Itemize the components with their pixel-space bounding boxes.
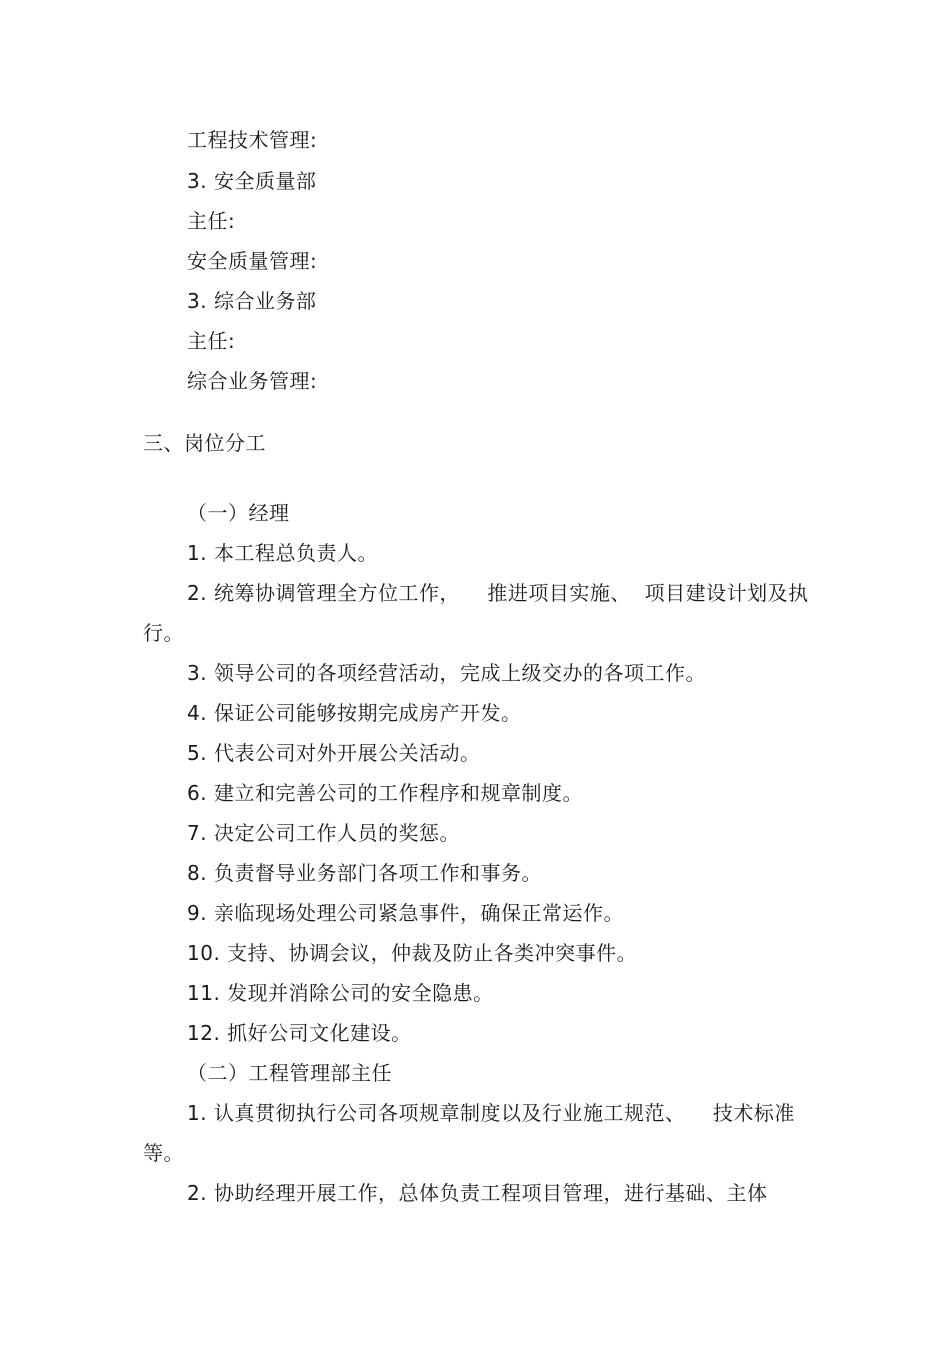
- list-item: 4. 保证公司能够按期完成房产开发。: [187, 701, 522, 725]
- list-item-continuation: 等。: [143, 1141, 184, 1165]
- list-item: 6. 建立和完善公司的工作程序和规章制度。: [187, 781, 583, 805]
- list-item: 1. 本工程总负责人。: [187, 541, 378, 565]
- list-item: 12. 抓好公司文化建设。: [187, 1021, 412, 1045]
- list-item: 1. 认真贯彻执行公司各项规章制度以及行业施工规范、 技术标准: [187, 1101, 795, 1125]
- list-item: 5. 代表公司对外开展公关活动。: [187, 741, 481, 765]
- list-item: 9. 亲临现场处理公司紧急事件，确保正常运作。: [187, 901, 624, 925]
- subsection-heading: （二）工程管理部主任: [187, 1061, 392, 1085]
- text-line: 主任:: [187, 209, 236, 233]
- text-line: 安全质量管理:: [187, 249, 318, 273]
- list-item: 8. 负责督导业务部门各项工作和事务。: [187, 861, 542, 885]
- list-item-continuation: 行。: [143, 621, 184, 645]
- list-item: 10. 支持、协调会议，仲裁及防止各类冲突事件。: [187, 941, 638, 965]
- text-line: 主任:: [187, 329, 236, 353]
- list-item: 2. 统筹协调管理全方位工作， 推进项目实施、 项目建设计划及执: [187, 581, 809, 605]
- list-item: 7. 决定公司工作人员的奖惩。: [187, 821, 460, 845]
- list-item: 2. 协助经理开展工作，总体负责工程项目管理，进行基础、主体: [187, 1181, 768, 1205]
- chapter-heading: 三、岗位分工: [143, 431, 266, 455]
- section-heading: 3. 安全质量部: [187, 169, 317, 193]
- section-heading: 3. 综合业务部: [187, 289, 317, 313]
- text-line: 工程技术管理:: [187, 128, 318, 152]
- list-item: 11. 发现并消除公司的安全隐患。: [187, 981, 494, 1005]
- list-item: 3. 领导公司的各项经营活动，完成上级交办的各项工作。: [187, 661, 706, 685]
- text-line: 综合业务管理:: [187, 369, 318, 393]
- subsection-heading: （一）经理: [187, 501, 290, 525]
